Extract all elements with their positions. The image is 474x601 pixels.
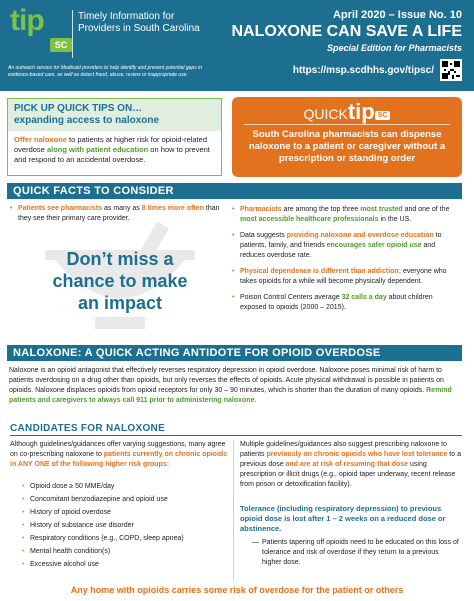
qr-code-graphic <box>442 61 460 79</box>
footer-callout: Any home with opioids carries some risk of overdose for the patient or others <box>70 585 404 595</box>
fact-text: Data suggests <box>240 232 287 239</box>
edition-label: Special Edition for Pharmacists <box>326 43 462 53</box>
naloxone-header: NALOXONE: A QUICK ACTING ANTIDOTE FOR OPIOID OVERDOSE <box>7 345 462 361</box>
cand-right-a: Multiple guidelines/guidances also suggest prescribing naloxone to patients <box>240 441 448 458</box>
quick-tip-text: South Carolina pharmacists can dispense naloxone to a patient or caregiver without a prescription or standing order <box>248 129 446 164</box>
cand-right-d: and are at risk of resuming that dose <box>285 461 409 468</box>
candidates-intro-b: patients currently on chronic opioids in ANY ONE of the following higher risk groups: <box>10 451 228 468</box>
list-item: • Excessive alcohol use <box>22 560 222 569</box>
fact-left-d: than they see their primary care provider. <box>18 205 220 222</box>
tipsc-logo <box>10 4 70 58</box>
fact-left-a: Patients see pharmacists <box>18 205 103 212</box>
fact-text: most accessible healthcare professionals <box>240 216 379 223</box>
pickup-text-d: on how to prevent and respond to an accidental overdose. <box>14 145 210 164</box>
fact-left-c: 8 times more often <box>141 205 204 212</box>
quick-tip-divider <box>244 124 450 125</box>
list-item: • History of substance use disorder <box>22 521 222 530</box>
risk-group-list <box>22 482 222 573</box>
cand-right-c: to a previous dose <box>240 451 461 468</box>
tagline: Timely Information for Providers in South Carolina <box>78 11 200 34</box>
fact-text: providing naloxone and overdose education <box>286 232 434 239</box>
fact-text: and one of the <box>402 206 450 213</box>
fact-item <box>232 231 460 261</box>
fact-item <box>10 204 220 224</box>
candidates-title: CANDIDATES FOR NALOXONE <box>10 423 166 434</box>
quick-tip-callout <box>232 97 462 177</box>
fact-text: to patients, family, and friends <box>240 232 442 249</box>
header-divider <box>72 10 73 58</box>
pickup-box <box>7 98 222 176</box>
cand-right-b: previously on chronic opioids who have lost tolerance <box>266 451 448 458</box>
outreach-note: An outreach service for Medicaid providers to help identify and prevent potential gaps in evidence-based care, as well as detect fraud, abuse, review or inappropriate use. <box>8 65 203 78</box>
issue-label: April 2020 – Issue No. 10 <box>332 9 462 21</box>
qr-code-icon[interactable] <box>440 59 462 81</box>
column-divider <box>233 440 234 580</box>
quick-facts-header: QUICK FACTS TO CONSIDER <box>7 183 462 199</box>
fact-text: and reduces overdose rate. <box>240 242 436 259</box>
naloxone-body-bold: Remind patients and caregivers to always call 911 prior to administering naloxone. <box>9 387 452 404</box>
fact-text: 32 calls a day <box>341 294 387 301</box>
facts-right <box>232 205 460 319</box>
fact-item <box>232 267 460 287</box>
taper-note: — Patients tapering off opioids need to be educated on this loss of tolerance and risk of overdose if they return to a previous higher dose. <box>252 538 460 568</box>
logo-text: tip <box>10 4 44 37</box>
list-item: • Respiratory conditions (e.g., COPD, sleep apnea) <box>22 534 222 543</box>
pickup-text-a: Offer naloxone <box>14 135 67 144</box>
pickup-subtitle: expanding access to naloxone <box>14 115 160 126</box>
fact-text: Poison Control Centers average <box>240 294 342 301</box>
fact-text: about children exposed to opioids (2000 – 2015). <box>240 294 433 311</box>
fact-text: most trusted <box>360 206 403 213</box>
masthead <box>0 0 474 91</box>
website-link[interactable]: https://msp.scdhhs.gov/tipsc/ <box>292 65 434 76</box>
naloxone-text <box>9 366 464 406</box>
tolerance-note: Tolerance (including respiratory depression) to previous opioid dose is lost after 1 – 2 weeks on a reduced dose or abstinence. <box>240 504 446 533</box>
fact-text: Pharmacists <box>240 206 282 213</box>
logo-badge: SC <box>50 38 72 52</box>
pickup-header <box>8 99 221 131</box>
candidates-right <box>240 440 462 490</box>
candidates-rule <box>10 435 462 436</box>
pickup-title: PICK UP QUICK TIPS ON… <box>14 103 143 114</box>
slogan: Don’t miss a chance to make an impact <box>52 249 188 313</box>
quick-tip-badge: SC <box>375 111 391 120</box>
page-title: NALOXONE CAN SAVE A LIFE <box>231 23 462 40</box>
quick-tip-word: tip <box>347 99 375 124</box>
fact-text: encourages safer opioid use <box>326 242 422 249</box>
fact-text: in the US. <box>378 216 412 223</box>
list-item: • Mental health condition(s) <box>22 547 222 556</box>
fact-item <box>232 293 460 313</box>
fact-text: everyone who takes opioids for a while will become physically dependent. <box>240 268 447 285</box>
list-item: • Concomitant benzodiazepine and opioid use <box>22 495 222 504</box>
fact-left-b: as many as <box>102 205 142 212</box>
pickup-text <box>14 135 219 165</box>
quick-tip-title <box>232 99 462 125</box>
facts-left <box>10 204 220 224</box>
list-item: • History of opioid overdose <box>22 508 222 517</box>
naloxone-body: Naloxone is an opioid antagonist that effectively reverses respiratory depression in opioid overdose. Naloxone poses minimal risk of harm to patients overdosing on a drug other than opioids, but only reverses the effects of opioids. Acute physical withdrawal is possible in patients on opioids. Naloxone displaces opioids from opioid receptors for only 30 – 90 minutes, which is shorter than the duration of many opioids. <box>9 367 444 394</box>
pickup-text-b: to patients at higher risk for opioid-related overdose <box>14 135 208 154</box>
pickup-text-c: along with patient education <box>46 145 149 154</box>
quick-tip-prefix: QUICK <box>303 106 348 122</box>
candidates-intro <box>10 440 230 470</box>
fact-text: are among the top three <box>281 206 361 213</box>
fact-item <box>232 205 460 225</box>
candidates-intro-a: Although guidelines/guidances offer varying suggestions, many agree on co-prescribing naloxone to <box>10 441 226 458</box>
fact-text: Physical dependence is different than addiction; <box>240 268 402 275</box>
list-item: • Opioid dose ≥ 50 MME/day <box>22 482 222 491</box>
cand-right-e: using prescription or illicit drugs (e.g., opioid taper underway, recent release from prison or detoxification facility). <box>240 461 456 488</box>
